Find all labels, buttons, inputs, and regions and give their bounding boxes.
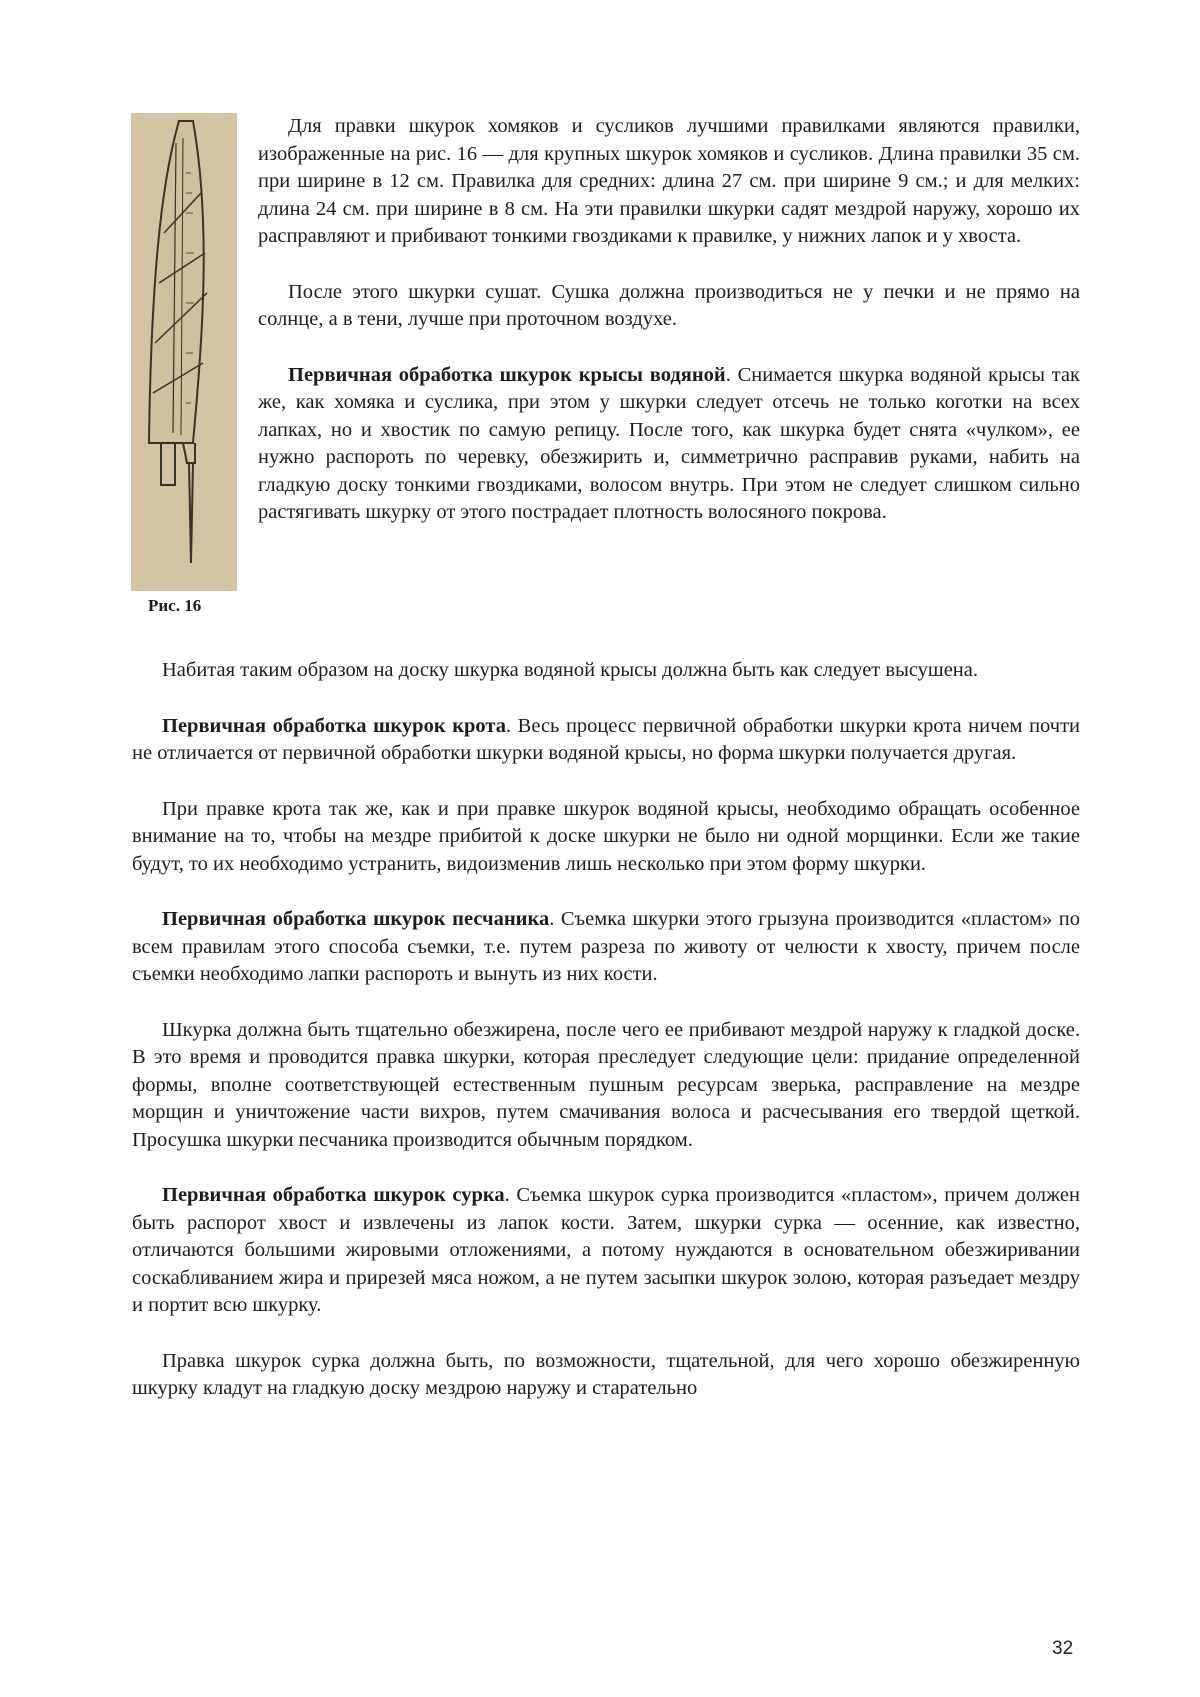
- section-heading: Первичная обработка шкурок песчаника: [162, 908, 550, 930]
- paragraph: [258, 113, 1080, 251]
- paragraph-text: . Съемка шкурки этого грызуна производится «пластом» по всем правилам этого способа съемки, т.е. путем разреза по животу от челюсти к хвосту, причем после съемки необходимо лапки распороть и вынуть из них кости.: [132, 908, 1080, 985]
- paragraph: [132, 796, 1080, 879]
- paragraph: [132, 713, 1080, 768]
- figure-caption: Рис. 16: [148, 596, 202, 615]
- section-heading: Первичная обработка шкурок крысы водяной: [288, 363, 726, 386]
- page-number: 32: [1052, 1638, 1074, 1659]
- paragraph-text: . Снимается шкурка водяной крысы так же, как хомяка и суслика, при этом у шкурки следует отсечь не только коготки на всех лапках, но и хвостик по самую репицу. После того, как шкурка будет снята «чулком», ее нужно распороть по черевку, обезжирить и, симметрично расправив руками, набить на гладкую доску тонкими гвоздиками, волосом внутрь. При этом не следует слишком сильно растягивать шкурку от этого пострадает плотность волосяного покрова.: [258, 363, 1080, 523]
- paragraph-text: Для правки шкурок хомяков и сусликов лучшими правилками являются правилки, изображенные на рис. 16 — для крупных шкурок хомяков и сусликов. Длина правилки 35 см. при ширине в 12 см. Правилка для средних: длина 27 см. при ширине 9 см.; и для мелких: длина 24 см. при ширине в 8 см. На эти правилки шкурки садят мездрой наружу, хорошо их расправляют и прибивают тонкими гвоздиками к правилке, у нижних лапок и у хвоста.: [258, 115, 1080, 247]
- figure-16: [131, 113, 237, 591]
- paragraph: [132, 1017, 1080, 1155]
- paragraph-text: Шкурка должна быть тщательно обезжирена, после чего ее прибивают мездрой наружу к гладкой доске. В это время и проводится правка шкурки, которая преследует следующие цели: придание определенной формы, вполне соответствующей естественным пушным ресурсам зверька, расправление на мездре морщин и уничтожение части вихров, путем смачивания волоса и расчесывания его твердой щеткой. Просушка шкурки песчаника производится обычным порядком.: [132, 1018, 1080, 1151]
- paragraph-text: . Весь процесс первичной обработки шкурки крота ничем почти не отличается от первичной обработки шкурки водяной крысы, но форма шкурки получается другая.: [132, 714, 1080, 764]
- text-block-main: [132, 657, 1080, 1431]
- paragraph: [132, 1348, 1080, 1403]
- paragraph: [132, 906, 1080, 989]
- text-block-top: [258, 113, 1080, 555]
- section-heading: Первичная обработка шкурок сурка: [162, 1184, 505, 1206]
- paragraph-text: Набитая таким образом на доску шкурка водяной крысы должна быть как следует высушена.: [162, 659, 979, 681]
- paragraph-text: После этого шкурки сушат. Сушка должна производиться не у печки и не прямо на солнце, а в тени, лучше при проточном воздухе.: [258, 280, 1080, 330]
- stretcher-board-drawing-icon: [131, 113, 237, 591]
- paragraph-text: . Съемка шкурок сурка производится «пластом», причем должен быть распорот хвост и извлечены из лапок кости. Затем, шкурки сурка — осенние, как известно, отличаются большими жировыми отложениями, а потому нуждаются в основательном обезжиривании соскабливанием жира и прирезей мяса ножом, а не путем засыпки шкурок золою, которая разъедает мездру и портит всю шкурку.: [132, 1184, 1080, 1316]
- paragraph: [258, 279, 1080, 334]
- paragraph-text: При правке крота так же, как и при правке шкурок водяной крысы, необходимо обращать особенное внимание на то, чтобы на мездре прибитой к доске шкурки не было ни одной морщинки. Если же такие будут, то их необходимо устранить, видоизменив лишь несколько при этом форму шкурки.: [132, 797, 1080, 875]
- paragraph: [258, 362, 1080, 527]
- paragraph: [132, 1182, 1080, 1320]
- paragraph: [132, 657, 1080, 685]
- section-heading: Первичная обработка шкурок крота: [162, 714, 506, 737]
- paragraph-text: Правка шкурок сурка должна быть, по возможности, тщательной, для чего хорошо обезжиренную шкурку кладут на гладкую доску мездрою наружу и старательно: [132, 1349, 1080, 1399]
